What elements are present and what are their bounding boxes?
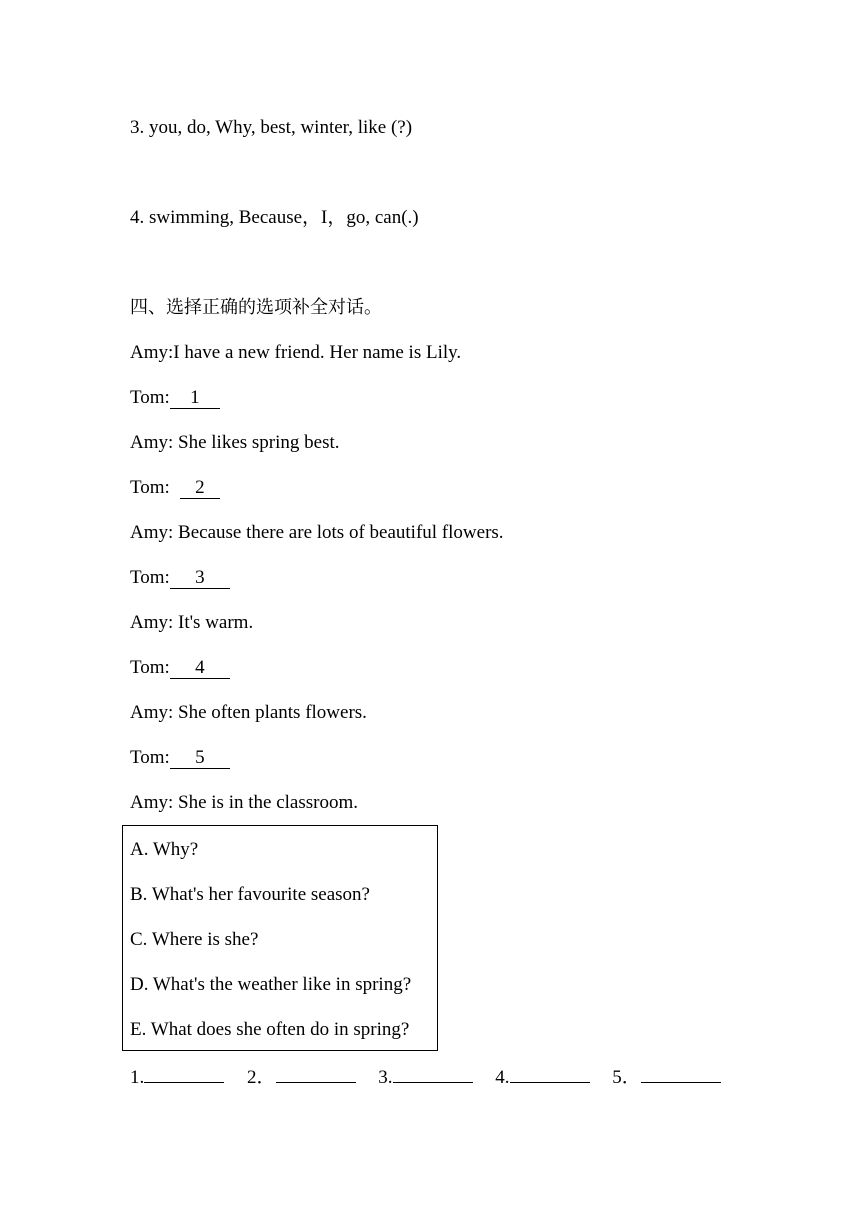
dialogue-text: I have a new friend. Her name is Lily. <box>173 342 462 363</box>
answer-item <box>612 1064 721 1090</box>
answer-item <box>378 1064 472 1090</box>
dialogue-text: She often plants flowers. <box>173 702 367 723</box>
answer-input-5[interactable] <box>641 1064 721 1083</box>
answer-blank[interactable]: 3 <box>170 568 230 589</box>
dialogue-line <box>130 521 504 545</box>
answer-number: 5． <box>612 1067 641 1088</box>
dialogue-text: She likes spring best. <box>173 432 340 453</box>
speaker: Amy: <box>130 612 174 633</box>
dialogue-line <box>130 386 220 410</box>
question-4 <box>130 206 419 230</box>
speaker: Tom: <box>130 387 170 408</box>
options-box <box>122 825 438 1051</box>
dialogue-line <box>130 566 230 590</box>
option-d: D. What's the weather like in spring? <box>130 974 412 995</box>
answer-input-2[interactable] <box>276 1064 356 1083</box>
dialogue-line <box>130 701 367 725</box>
speaker: Amy: <box>130 792 174 813</box>
answer-number: 2． <box>247 1067 276 1088</box>
option-c: C. Where is she? <box>130 929 259 950</box>
speaker: Tom: <box>130 477 170 498</box>
answer-item <box>247 1064 356 1090</box>
answer-number: 3. <box>378 1067 393 1088</box>
question-3 <box>130 116 412 140</box>
answer-blank[interactable]: 2 <box>180 478 220 499</box>
speaker: Amy: <box>130 342 174 363</box>
dialogue-line <box>130 791 358 815</box>
answer-input-1[interactable] <box>144 1064 224 1083</box>
dialogue-line <box>130 611 253 635</box>
question-number: 3. <box>130 117 145 138</box>
answer-number: 1. <box>130 1067 145 1088</box>
option-a: A. Why? <box>130 839 199 860</box>
question-text: swimming, Because，I，go, can(.) <box>149 207 419 228</box>
answer-blank[interactable]: 5 <box>170 748 230 769</box>
answer-number: 4. <box>495 1067 510 1088</box>
answer-input-4[interactable] <box>510 1064 590 1083</box>
question-number: 4. <box>130 207 145 228</box>
speaker: Tom: <box>130 657 170 678</box>
answer-input-3[interactable] <box>393 1064 473 1083</box>
dialogue-text: Because there are lots of beautiful flowers. <box>173 522 504 543</box>
answer-item <box>495 1064 589 1090</box>
dialogue-line <box>130 341 461 365</box>
answer-blank[interactable]: 1 <box>170 388 220 409</box>
answer-item <box>130 1064 224 1090</box>
section-heading: 四、选择正确的选项补全对话。 <box>130 297 382 318</box>
speaker: Tom: <box>130 567 170 588</box>
speaker: Tom: <box>130 747 170 768</box>
speaker: Amy: <box>130 702 174 723</box>
dialogue-line <box>130 746 230 770</box>
option-e: E. What does she often do in spring? <box>130 1019 410 1040</box>
question-text: you, do, Why, best, winter, like (?) <box>149 117 413 138</box>
speaker: Amy: <box>130 522 174 543</box>
dialogue-line <box>130 476 220 500</box>
dialogue-text: It's warm. <box>173 612 254 633</box>
option-b: B. What's her favourite season? <box>130 884 370 905</box>
dialogue-line <box>130 656 230 680</box>
speaker: Amy: <box>130 432 174 453</box>
answer-blank[interactable]: 4 <box>170 658 230 679</box>
dialogue-text: She is in the classroom. <box>173 792 358 813</box>
dialogue-line <box>130 431 340 455</box>
answer-row <box>130 1064 739 1090</box>
